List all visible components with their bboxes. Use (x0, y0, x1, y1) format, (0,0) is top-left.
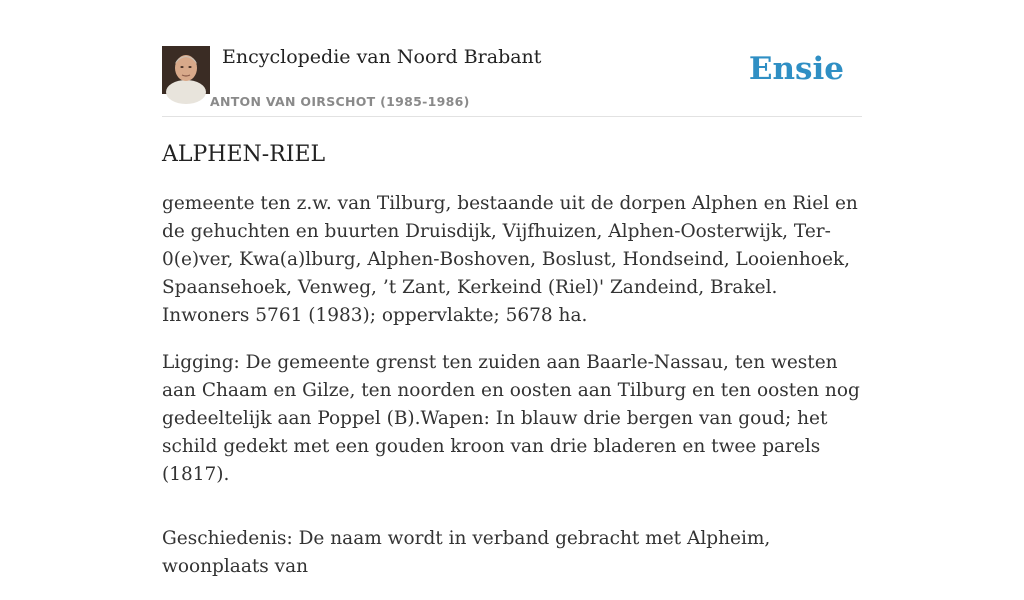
author-name[interactable]: ANTON VAN OIRSCHOT (1985-1986) (210, 94, 470, 109)
author-avatar[interactable] (162, 46, 210, 94)
article (162, 140, 862, 600)
article-paragraph: Ligging: De gemeente grenst ten zuiden aan Baarle-Nassau, ten westen aan Chaam en Gilze, ten noorden en oosten aan Tilburg en ten oosten nog gedeeltelijk aan Poppel (B).Wapen: In blauw drie bergen van goud; het schild gedekt met een gouden kroon van drie bladeren en twee parels (1817). (162, 352, 860, 485)
header (162, 46, 862, 117)
ensie-logo[interactable]: Ensie (748, 51, 844, 87)
article-headword: ALPHEN-RIEL (162, 142, 326, 167)
author-portrait-icon (162, 46, 210, 94)
article-paragraph: Geschiedenis: De naam wordt in verband gebracht met Alpheim, woonplaats van (162, 528, 771, 577)
article-paragraph: gemeente ten z.w. van Tilburg, bestaande uit de dorpen Alphen en Riel en de gehuchten en buurten Druisdijk, Vijfhuizen, Alphen-Oosterwijk, Ter-0(e)ver, Kwa(a)lburg, Alphen-Boshoven, Boslust, Hondseind, Looienhoek, Spaansehoek, Venweg, ’t Zant, Kerkeind (Riel)' Zandeind, Brakel. Inwoners 5761 (1983); oppervlakte; 5678 ha. (162, 193, 858, 326)
site-title[interactable]: Encyclopedie van Noord Brabant (222, 46, 542, 68)
